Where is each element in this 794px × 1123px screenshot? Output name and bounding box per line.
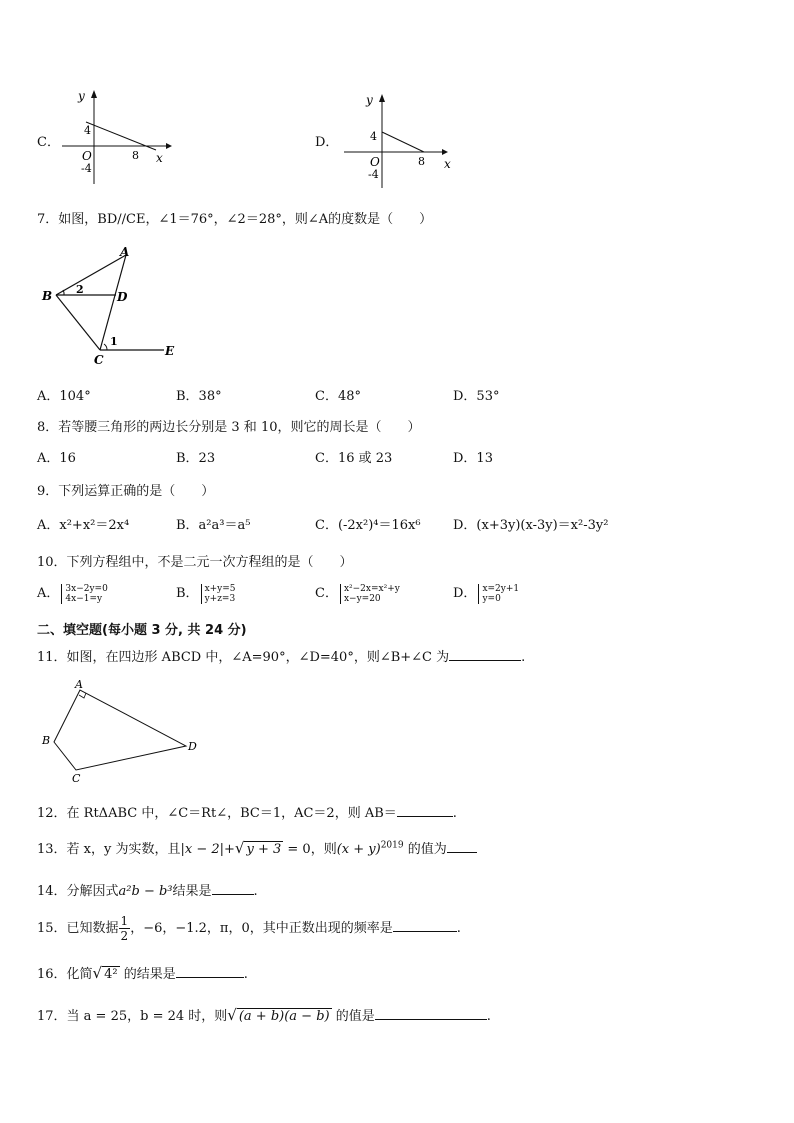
label-B: B [42,289,53,303]
q8-option-b[interactable]: B．23 [176,451,216,466]
q7-figure [38,244,188,369]
option-d-label: D． [315,135,339,150]
option-c-label: C． [37,135,60,150]
q8-option-c[interactable]: C．16 或 23 [315,451,393,466]
graph-d [340,88,460,188]
q10-option-b[interactable]: B． x+y=5 y+z=3 [176,583,236,604]
y-label: y [78,89,85,103]
x-label: x [156,151,163,165]
q8-stem: 8．若等腰三角形的两边长分别是 3 和 10，则它的周长是（ ） [37,420,421,435]
q7-option-a[interactable]: A．104° [37,389,91,404]
tick-minus4: -4 [81,162,92,175]
equation-system: x²−2x=x²+y x−y=20 [340,584,400,604]
q9-option-c[interactable]: C．(-2x²)⁴＝16x⁶ [315,518,421,533]
tick-4: 4 [370,130,377,143]
q14-stem: 14．分解因式a²b − b³结果是 . [37,884,258,899]
q11-stem: 11．如图，在四边形 ABCD 中，∠A=90°，∠D=40°，则∠B+∠C 为 . [37,650,526,665]
answer-blank[interactable] [176,965,244,978]
origin-label: O [82,149,92,163]
angle-2: 2 [76,283,84,296]
q13-stem: 13．若 x，y 为实数，且|x − 2|+√ y + 3 = 0，则$(x + y)^{2019}$ 的值为 [37,838,477,857]
q9-option-d[interactable]: D．(x+3y)(x-3y)＝x²-3y² [453,518,609,533]
tick-8: 8 [418,155,425,168]
q7-option-d[interactable]: D．53° [453,389,500,404]
q10-option-d[interactable]: D． x=2y+1 y=0 [453,583,520,604]
origin-label: O [370,155,380,169]
q12-stem: 12．在 RtΔABC 中，∠C＝Rt∠，BC＝1，AC＝2，则 AB＝ . [37,806,457,821]
answer-blank[interactable] [212,882,254,895]
x-arrow [442,149,448,155]
y-arrow [91,90,97,98]
equation-system: x+y=5 y+z=3 [201,584,236,604]
graph-line [382,132,424,152]
equation-system: x=2y+1 y=0 [478,584,519,604]
tick-4: 4 [84,124,91,137]
x-label: x [444,157,451,171]
label-A: A [120,245,130,259]
section-heading: 二、填空题(每小题 3 分, 共 24 分) [37,623,247,638]
answer-blank[interactable] [397,804,453,817]
tick-minus4: -4 [368,168,379,181]
y-label: y [366,93,373,107]
q7-option-c[interactable]: C．48° [315,389,361,404]
tick-8: 8 [132,149,139,162]
q10-option-c[interactable]: C． x²−2x=x²+y x−y=20 [315,583,400,604]
label-D: D [188,740,197,753]
q9-stem: 9．下列运算正确的是（ ） [37,484,215,499]
q15-stem: 15．已知数据 $\frac{1}{2}$ ，−6，−1.2，π，0，其中正数出现的频率是 . [37,914,461,943]
q11-figure [38,676,208,786]
x-arrow [166,143,172,149]
q17-stem: 17．当 a = 25，b = 24 时，则√ (a + b)(a − b) 的值是 . [37,1006,491,1024]
equation-system: 3x−2y=0 4x−1=y [61,584,107,604]
q7-stem: 7．如图，BD//CE，∠1＝76°，∠2＝28°，则∠A的度数是（ ） [37,212,433,227]
angle-1: 1 [110,335,118,348]
q9-option-a[interactable]: A．x²+x²＝2x⁴ [37,518,130,533]
graph-c [58,86,178,186]
q8-option-a[interactable]: A．16 [37,451,76,466]
q9-option-b[interactable]: B．a²a³＝a⁵ [176,518,251,533]
label-A: A [75,678,83,691]
answer-blank[interactable] [375,1007,487,1020]
q7-option-b[interactable]: B．38° [176,389,222,404]
answer-blank[interactable] [449,648,521,661]
label-E: E [165,344,175,358]
q10-option-a[interactable]: A． 3x−2y=0 4x−1=y [37,583,108,604]
answer-blank[interactable] [393,919,457,932]
q16-stem: 16．化简√ 4² 的结果是 . [37,964,248,982]
y-arrow [379,94,385,102]
label-C: C [94,353,104,367]
label-C: C [72,772,81,785]
answer-blank[interactable] [447,840,477,853]
q10-stem: 10．下列方程组中，不是二元一次方程组的是（ ） [37,555,353,570]
label-B: B [42,734,51,747]
fraction-half: $\frac{1}{2}$ [120,914,129,943]
label-D: D [117,290,128,304]
q8-option-d[interactable]: D．13 [453,451,493,466]
